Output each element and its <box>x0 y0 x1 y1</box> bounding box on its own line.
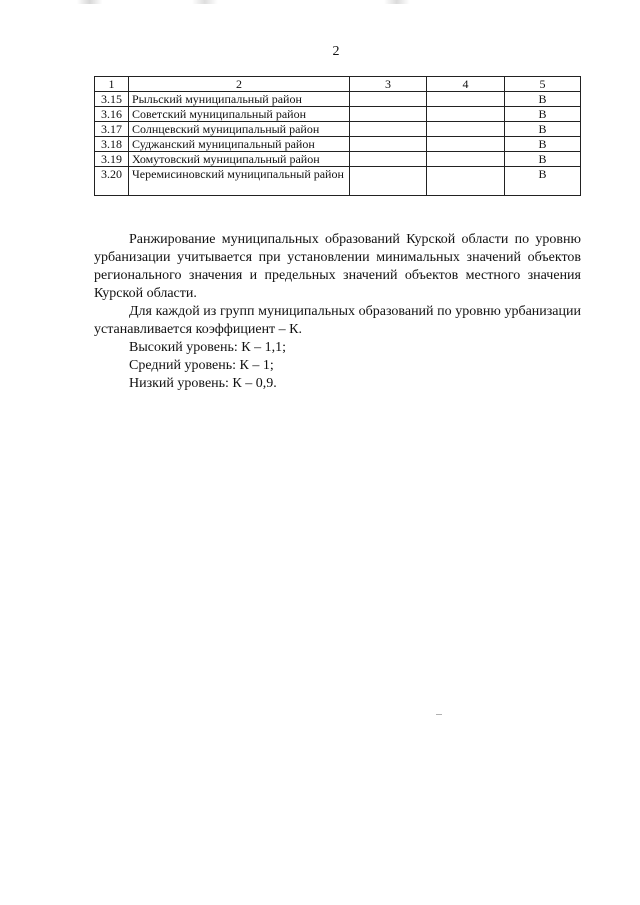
ranking-paragraph: Ранжирование муниципальных образований Курской области по уровню урбанизации учитывается при установлении минимальных значений объектов регионального значения и предельных значений объектов местного значения Курской области. <box>94 232 581 301</box>
high-level-line: Высокий уровень: К – 1,1; <box>129 340 286 355</box>
district-name: Рыльский муниципальный район <box>129 92 350 107</box>
column-4-value <box>427 137 505 152</box>
row-number: 3.16 <box>95 107 129 122</box>
district-name: Черемисиновский муниципальный район <box>129 167 350 196</box>
district-name: Солнцевский муниципальный район <box>129 122 350 137</box>
column-4-value <box>427 152 505 167</box>
urbanization-level: В <box>505 122 581 137</box>
table-header-cell: 1 <box>95 77 129 92</box>
table-row <box>95 152 581 167</box>
urbanization-level: В <box>505 167 581 196</box>
column-3-value <box>350 167 427 196</box>
district-table <box>94 76 581 196</box>
scan-top-edge <box>0 0 640 4</box>
table-row <box>95 107 581 122</box>
column-4-value <box>427 92 505 107</box>
district-name: Суджанский муниципальный район <box>129 137 350 152</box>
column-3-value <box>350 92 427 107</box>
row-number: 3.18 <box>95 137 129 152</box>
urbanization-level: В <box>505 92 581 107</box>
coefficient-paragraph: Для каждой из групп муниципальных образований по уровню урбанизации устанавливается коэффициент – К. <box>94 304 581 337</box>
table-header-cell: 5 <box>505 77 581 92</box>
column-3-value <box>350 122 427 137</box>
column-3-value <box>350 137 427 152</box>
column-3-value <box>350 152 427 167</box>
table-header-row <box>95 77 581 92</box>
table-row <box>95 137 581 152</box>
row-number: 3.19 <box>95 152 129 167</box>
medium-level-line: Средний уровень: К – 1; <box>129 358 274 373</box>
page-number: 2 <box>332 44 340 59</box>
urbanization-level: В <box>505 107 581 122</box>
column-4-value <box>427 167 505 196</box>
urbanization-level: В <box>505 152 581 167</box>
table-header-cell: 3 <box>350 77 427 92</box>
row-number: 3.17 <box>95 122 129 137</box>
body-text <box>94 231 581 393</box>
urbanization-level: В <box>505 137 581 152</box>
table-header-cell: 4 <box>427 77 505 92</box>
column-3-value <box>350 107 427 122</box>
table-row <box>95 122 581 137</box>
table-row <box>95 167 581 196</box>
column-4-value <box>427 122 505 137</box>
low-level-line: Низкий уровень: К – 0,9. <box>129 376 277 391</box>
district-name: Хомутовский муниципальный район <box>129 152 350 167</box>
district-name: Советский муниципальный район <box>129 107 350 122</box>
scan-artifact <box>436 714 442 715</box>
row-number: 3.15 <box>95 92 129 107</box>
row-number: 3.20 <box>95 167 129 196</box>
table-row <box>95 92 581 107</box>
column-4-value <box>427 107 505 122</box>
table-header-cell: 2 <box>129 77 350 92</box>
